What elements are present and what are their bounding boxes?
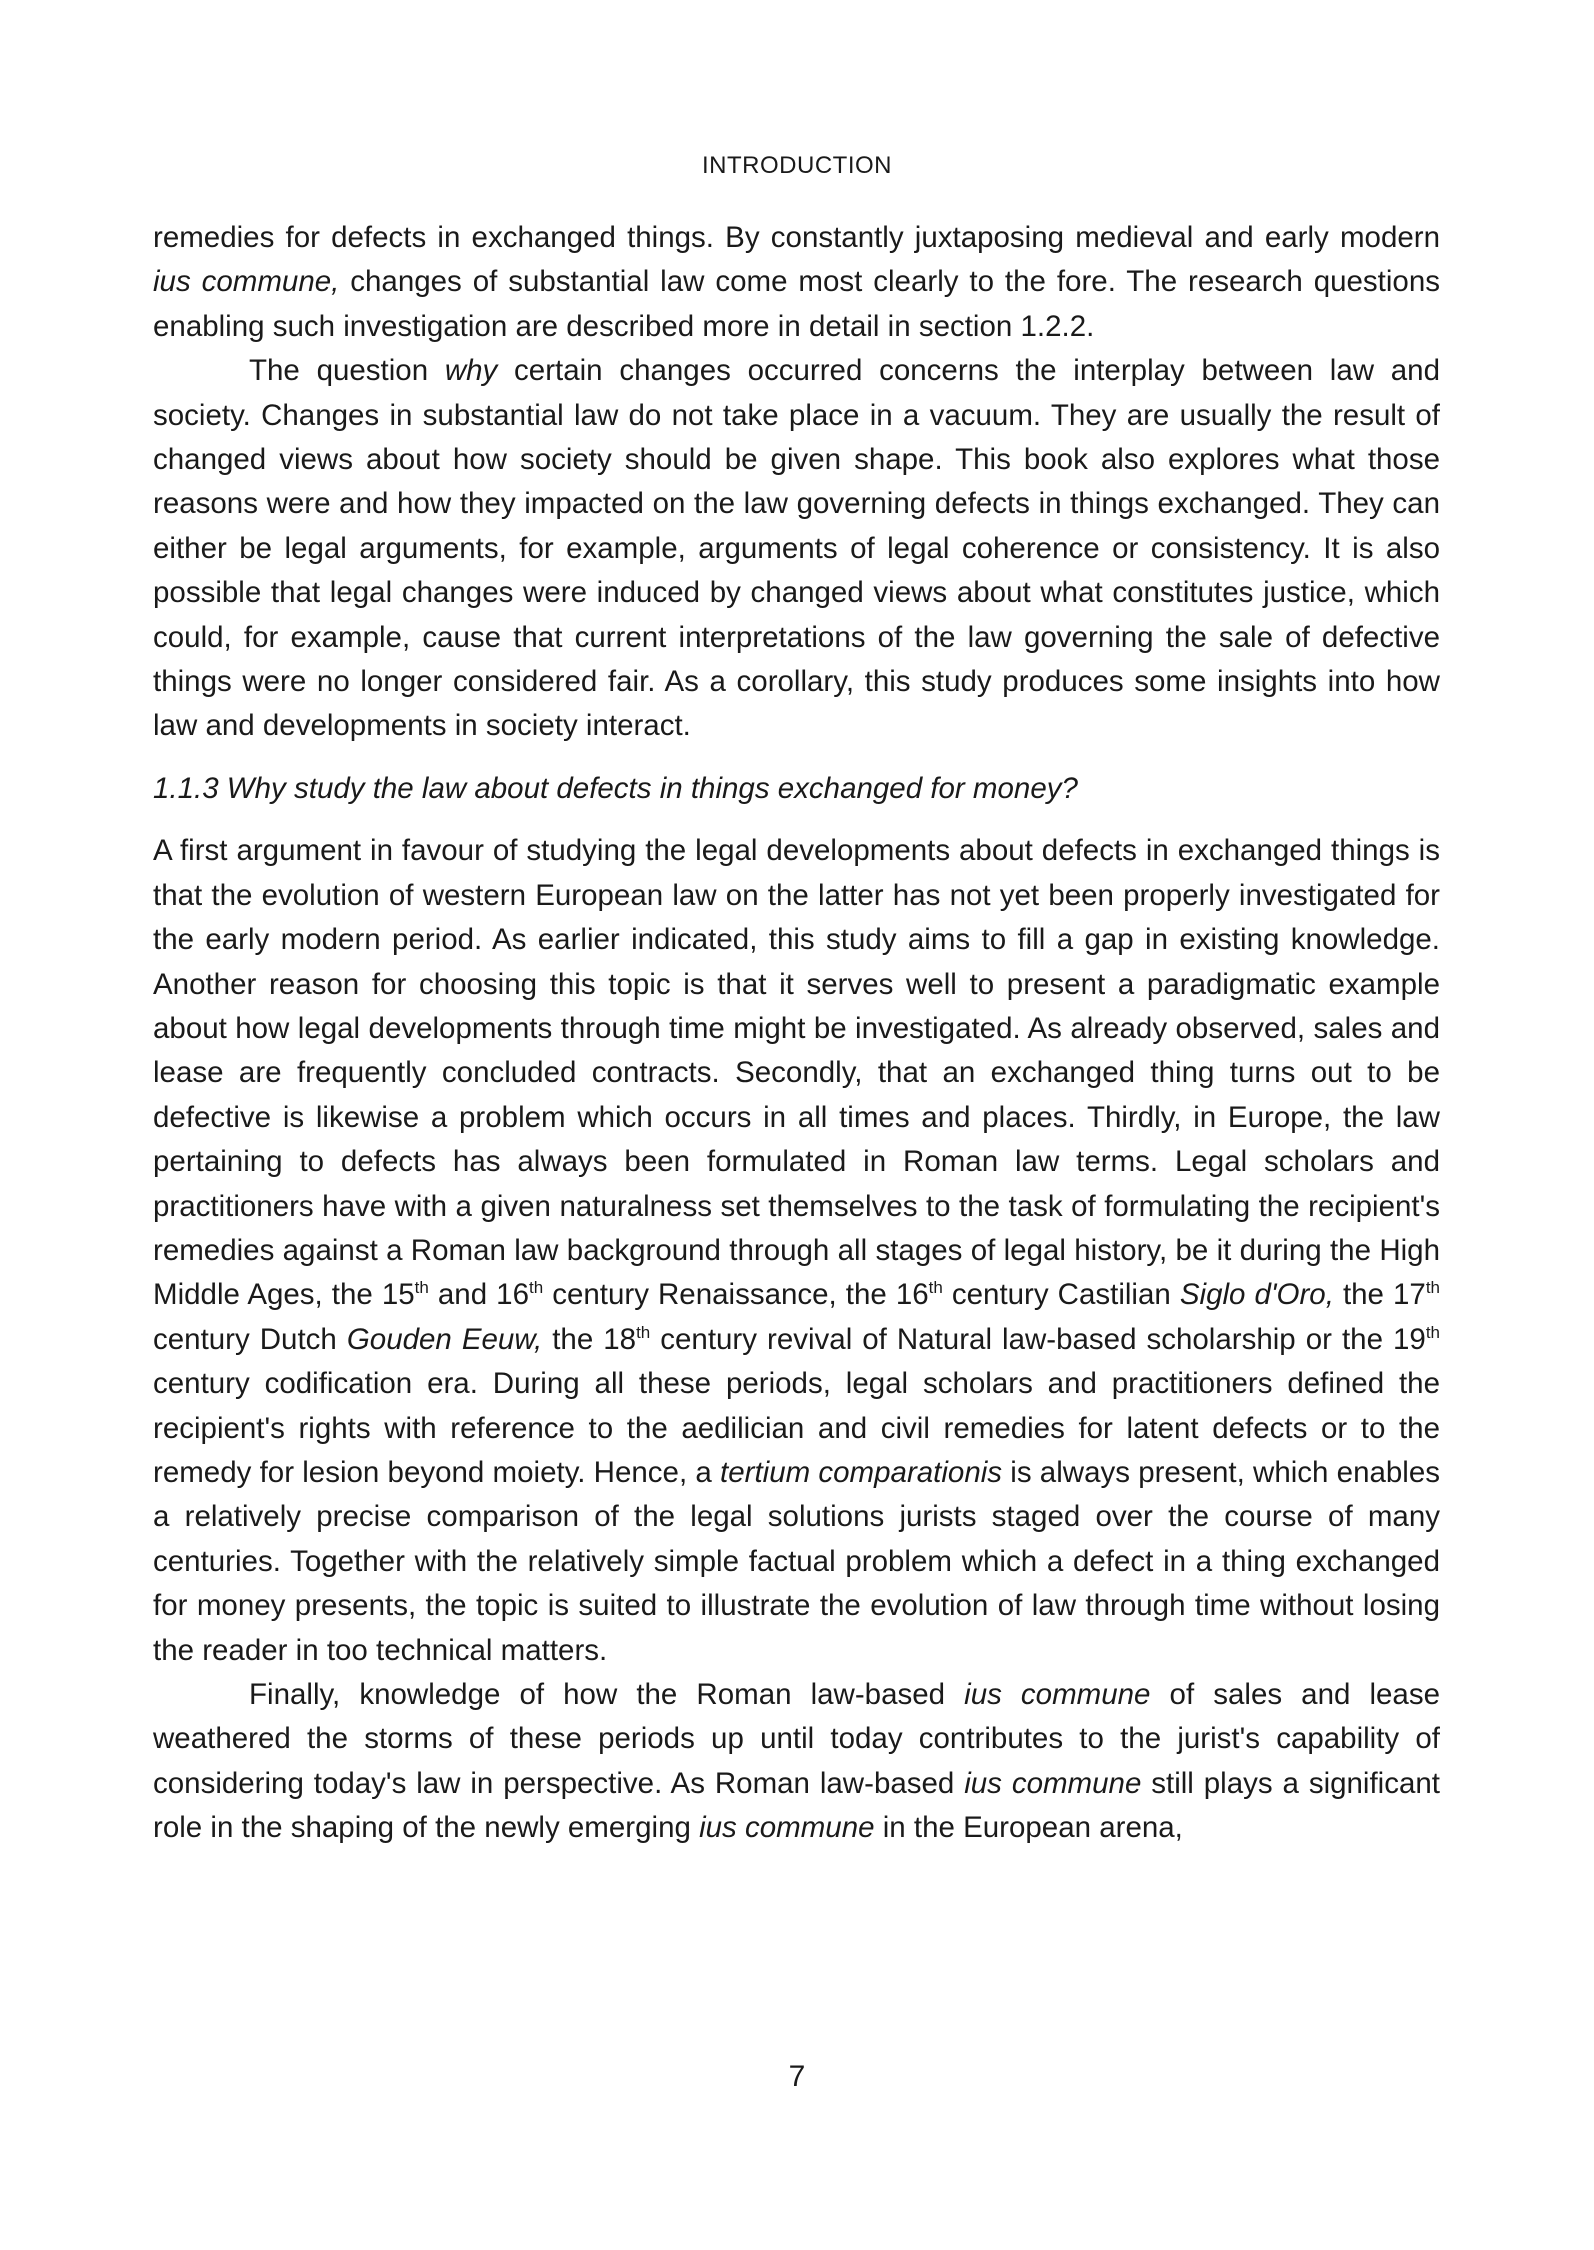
running-head: INTRODUCTION [702,152,892,179]
section-heading: 1.1.3 Why study the law about defects in things exchanged for money? [153,771,1078,805]
text-run: Finally, knowledge of how the Roman law-based [249,1678,965,1711]
text-run: A first argument in favour of studying the legal developments about defects in exchanged things is that the evolution of western European law on the latter has not yet been properly investigated for the early modern period. As earlier indicated, this study aims to fill a gap in existing knowledge. Another reason for choosing this topic is that it serves well to present a paradigmatic example about how legal developments through time might be investigated. As already observed, sales and lease are frequently concluded contracts. Secondly, that an exchanged thing turns out to be defective is likewise a problem which occurs in all times and places. Thirdly, in Europe, the law pertaining to defects has always been formulated in Roman law terms. Legal scholars and practitioners have with a given naturalness set themselves to the task of formulating the recipient's remedies against a Roman law background through all stages of legal history, be it during the High Middle Ages, the 15 [153,834,1440,1312]
paragraph-2 [153,349,1440,749]
text-run: and 16 [428,1278,529,1312]
paragraph-1 [153,216,1440,349]
italic-term: Gouden Eeuw, [346,1322,543,1356]
superscript: th [528,1278,544,1298]
text-run: century Dutch [153,1322,347,1356]
text-run: century Renaissance, the 16 [543,1278,929,1312]
italic-term: ius commune, [153,265,340,299]
body-text [153,216,1440,1851]
text-run: still plays a significant role in the shaping of the newly emerging [153,1766,1440,1845]
paragraph-4 [153,1673,1440,1851]
italic-term: tertium comparationis [720,1455,1003,1489]
paragraph-3 [153,829,1440,1673]
text-run: The question [249,354,445,388]
italic-term: ius commune [964,1766,1142,1800]
superscript: th [1425,1322,1440,1342]
italic-term: why [444,354,498,388]
italic-term: ius commune [699,1811,875,1845]
text-run: remedies for defects in exchanged things. By constantly juxtaposing medieval and early modern [153,221,1440,254]
text-run: century revival of Natural law-based scholarship or the 19 [650,1322,1426,1356]
text-run: in the European arena, [874,1811,1183,1845]
text-run: of sales and lease weathered the storms of these periods up until today contributes to the jurist's capability of considering today's law in perspective. As Roman law-based [153,1678,1440,1800]
text-run: century Castilian [942,1278,1180,1312]
text-run: the 17 [1333,1278,1426,1312]
superscript: th [928,1278,943,1298]
italic-term: ius commune [964,1678,1151,1711]
superscript: th [636,1322,651,1342]
text-run: century codification era. During all these periods, legal scholars and practitioners defined the recipient's rights with reference to the aedilician and civil remedies for latent defects or to the remedy for lesion beyond moiety. Hence, a [153,1367,1440,1489]
page-number: 7 [788,2060,806,2093]
italic-term: Siglo d'Oro, [1179,1278,1334,1312]
text-run: the 18 [542,1322,637,1356]
text-run: is always present, which enables a relatively precise comparison of the legal solutions jurists staged over the course of many centuries. Together with the relatively simple factual problem which a defect in a thing exchanged for money presents, the topic is suited to illustrate the evolution of law through time without losing the reader in too technical matters. [153,1455,1441,1667]
text-run: certain changes occurred concerns the interplay between law and society. Changes in substantial law do not take place in a vacuum. They are usually the result of changed views about how society should be given shape. This book also explores what those reasons were and how they impacted on the law governing defects in things exchanged. They can either be legal arguments, for example, arguments of legal coherence or consistency. It is also possible that legal changes were induced by changed views about what constitutes justice, which could, for example, cause that current interpretations of the law governing the sale of defective things were no longer considered fair. As a corollary, this study produces some insights into how law and developments in society interact. [153,354,1440,743]
superscript: th [1425,1278,1440,1298]
superscript: th [414,1278,429,1298]
text-run: changes of substantial law come most clearly to the fore. The research questions enabling such investigation are described more in detail in section 1.2.2. [153,265,1440,343]
